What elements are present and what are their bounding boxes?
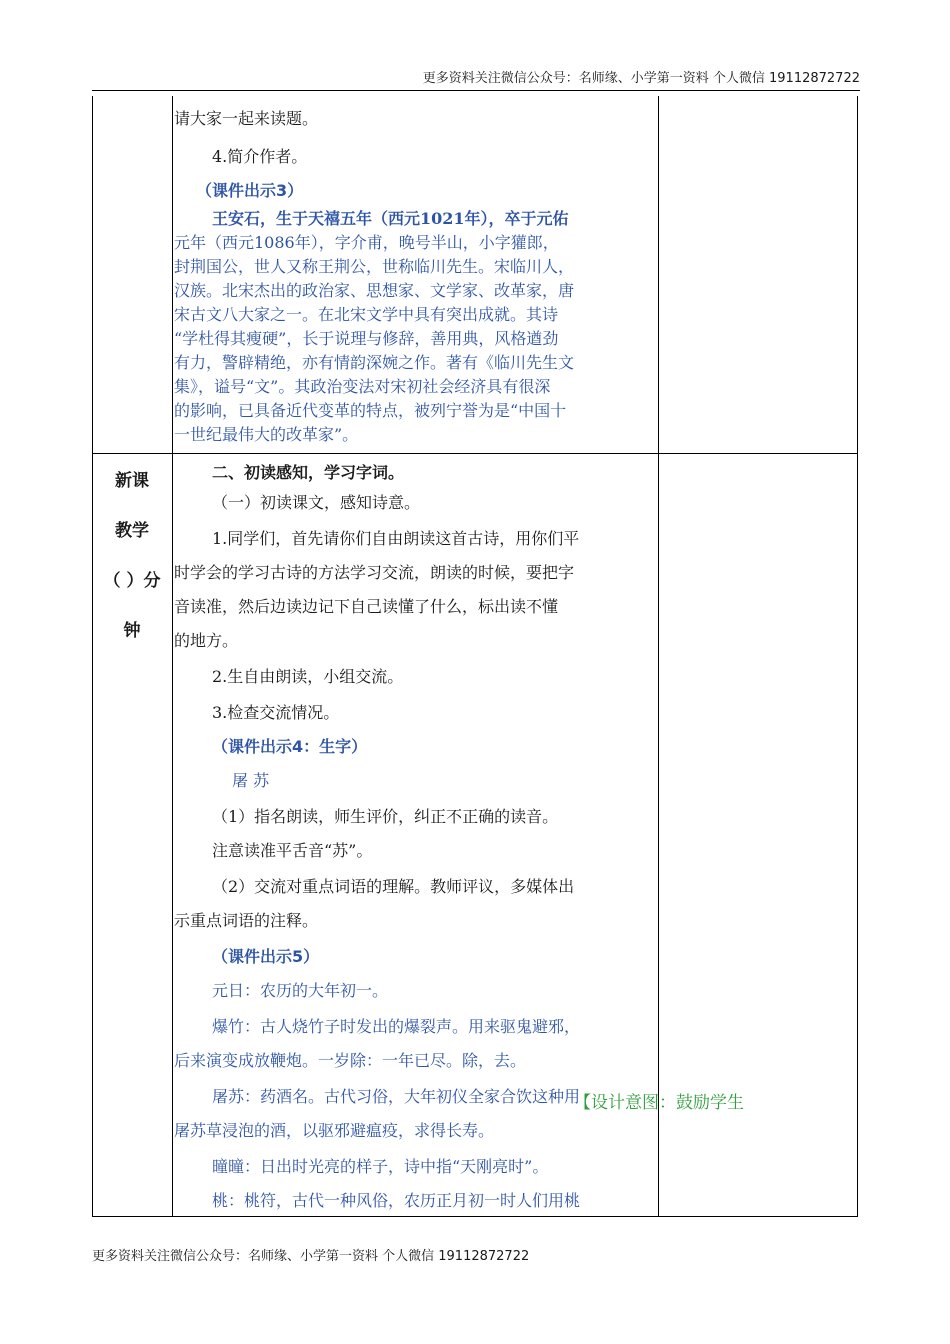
text-line: 音读准，然后边读边记下自己读懂了什么，标出读不懂 bbox=[174, 597, 559, 616]
bio-line: 汉族。北宋杰出的政治家、思想家、文学家、改革家，唐 bbox=[174, 281, 575, 300]
gloss-line: 爆竹：古人烧竹子时发出的爆裂声。用来驱鬼避邪， bbox=[212, 1017, 581, 1036]
text-line: 注意读准平舌音“苏”。 bbox=[212, 841, 373, 860]
gloss-line: 屠苏草浸泡的酒，以驱邪避瘟疫，求得长寿。 bbox=[174, 1121, 495, 1140]
text-line: 4.简介作者。 bbox=[212, 147, 308, 166]
bio-line: 集》，谥号“文”。其政治变法对宋初社会经济具有很深 bbox=[174, 377, 551, 396]
text-line: 的地方。 bbox=[174, 631, 239, 650]
bio-line: 有力，警辟精绝，亦有情韵深婉之作。著有《临川先生文 bbox=[174, 353, 575, 372]
gloss-line: 元日：农历的大年初一。 bbox=[212, 981, 389, 1000]
table-row-divider bbox=[92, 453, 858, 454]
text-line: 时学会的学习古诗的方法学习交流，朗读的时候，要把字 bbox=[174, 563, 575, 582]
text-line: （1）指名朗读，师生评价，纠正不正确的读音。 bbox=[212, 807, 559, 826]
section-label bbox=[92, 456, 172, 656]
text-line: （一）初读课文，感知诗意。 bbox=[212, 493, 421, 512]
bio-line: 一世纪最伟大的改革家”。 bbox=[174, 425, 359, 444]
table-border-left bbox=[92, 96, 93, 1217]
courseware-label: （课件出示3） bbox=[196, 181, 304, 200]
gloss-line: 桃：桃符，古代一种风俗，农历正月初一时人们用桃 bbox=[212, 1191, 581, 1210]
bio-line: 元年（西元1086年），字介甫，晚号半山，小字獾郎， bbox=[174, 233, 559, 252]
text-line: （2）交流对重点词语的理解。教师评议，多媒体出 bbox=[212, 877, 575, 896]
courseware-label: （课件出示4：生字） bbox=[212, 737, 368, 756]
bio-line: 王安石，生于天禧五年（西元1021年），卒于元佑 bbox=[212, 209, 569, 228]
courseware-label: （课件出示5） bbox=[212, 947, 320, 966]
text-line: 请大家一起来读题。 bbox=[174, 109, 319, 128]
new-characters: 屠 苏 bbox=[232, 771, 270, 790]
table-border-right bbox=[857, 96, 858, 1217]
gloss-line: 曈曈：日出时光亮的样子，诗中指“天刚亮时”。 bbox=[212, 1157, 549, 1176]
gloss-line: 屠苏：药酒名。古代习俗，大年初仪全家合饮这种用 bbox=[212, 1087, 581, 1106]
table-border-bottom bbox=[92, 1216, 858, 1217]
bio-line: 的影响，已具备近代变革的特点，被列宁誉为是“中国十 bbox=[174, 401, 567, 420]
section-label-line: （ ）分 bbox=[103, 571, 161, 591]
lesson-table bbox=[92, 96, 858, 1217]
bio-line: 封荆国公，世人又称王荆公，世称临川先生。宋临川人， bbox=[174, 257, 575, 276]
section-label-line: 钟 bbox=[123, 621, 141, 641]
design-intent-note: 【设计意图：鼓励学生 bbox=[574, 1093, 744, 1113]
table-divider-1 bbox=[172, 96, 173, 1217]
text-line: 3.检查交流情况。 bbox=[212, 703, 340, 722]
section-label-line: 教学 bbox=[115, 521, 149, 541]
text-line: 1.同学们，首先请你们自由朗读这首古诗，用你们平 bbox=[212, 529, 580, 548]
text-line: 示重点词语的注释。 bbox=[174, 911, 319, 930]
text-line: 2.生自由朗读，小组交流。 bbox=[212, 667, 404, 686]
page-footer: 更多资料关注微信公众号：名师缘、小学第一资料 个人微信 19112872722 bbox=[92, 1249, 530, 1264]
section-label-line: 新课 bbox=[115, 471, 149, 491]
bio-line: “学杜得其瘦硬”，长于说理与修辞，善用典，风格遒劲 bbox=[174, 329, 559, 348]
bio-line: 宋古文八大家之一。在北宋文学中具有突出成就。其诗 bbox=[174, 305, 559, 324]
section-heading: 二、初读感知，学习字词。 bbox=[212, 463, 405, 482]
gloss-line: 后来演变成放鞭炮。一岁除：一年已尽。除，去。 bbox=[174, 1051, 527, 1070]
page-header: 更多资料关注微信公众号：名师缘、小学第一资料 个人微信 19112872722 bbox=[92, 70, 860, 91]
